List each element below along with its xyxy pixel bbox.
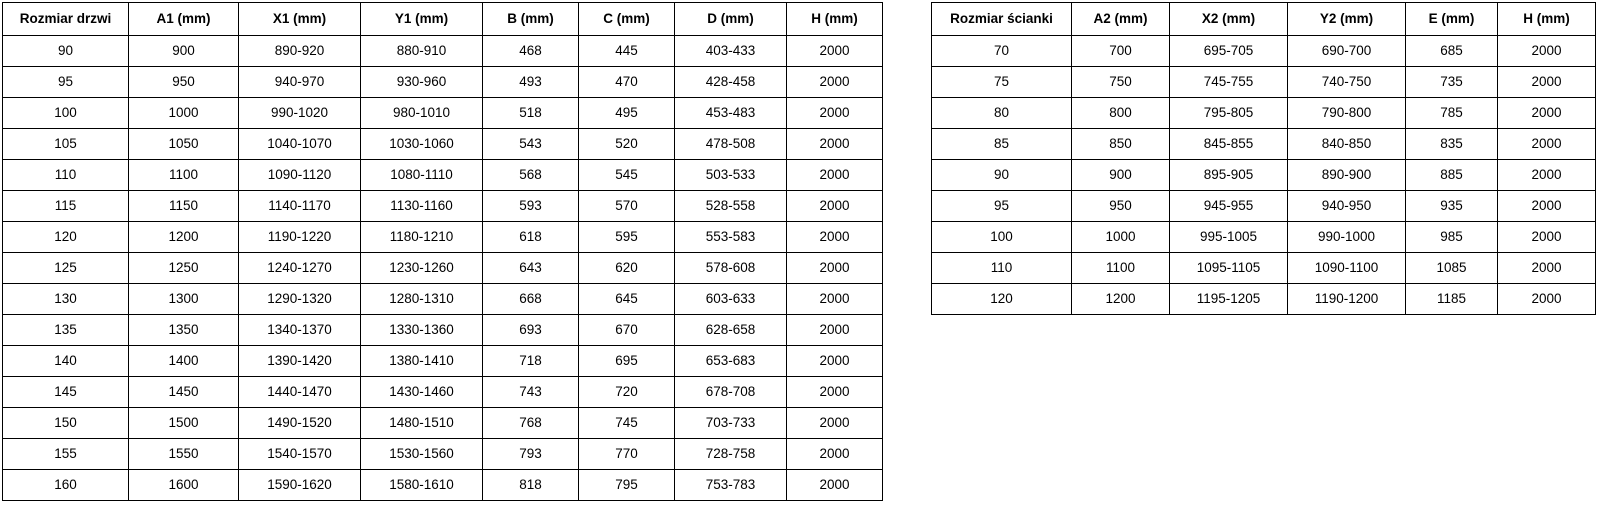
walls-dimensions-table — [931, 2, 1596, 315]
table-cell: 115 — [3, 191, 129, 222]
table-cell: 1050 — [129, 129, 239, 160]
doors-column-header: C (mm) — [579, 3, 675, 36]
table-row — [932, 191, 1596, 222]
table-cell: 2000 — [787, 408, 883, 439]
table-cell: 130 — [3, 284, 129, 315]
table-cell: 685 — [1406, 36, 1498, 67]
table-cell: 1250 — [129, 253, 239, 284]
table-cell: 95 — [3, 67, 129, 98]
table-cell: 695-705 — [1170, 36, 1288, 67]
table-cell: 753-783 — [675, 470, 787, 501]
table-cell: 1085 — [1406, 253, 1498, 284]
table-cell: 1330-1360 — [361, 315, 483, 346]
table-cell: 100 — [3, 98, 129, 129]
table-cell: 1180-1210 — [361, 222, 483, 253]
table-cell: 518 — [483, 98, 579, 129]
table-cell: 2000 — [787, 98, 883, 129]
table-cell: 890-900 — [1288, 160, 1406, 191]
walls-table-head — [932, 3, 1596, 36]
table-cell: 890-920 — [239, 36, 361, 67]
table-cell: 1090-1100 — [1288, 253, 1406, 284]
table-cell: 768 — [483, 408, 579, 439]
table-cell: 1095-1105 — [1170, 253, 1288, 284]
doors-table-body — [3, 36, 883, 501]
table-row — [3, 377, 883, 408]
table-cell: 1090-1120 — [239, 160, 361, 191]
table-cell: 690-700 — [1288, 36, 1406, 67]
table-cell: 468 — [483, 36, 579, 67]
table-cell: 985 — [1406, 222, 1498, 253]
table-cell: 1350 — [129, 315, 239, 346]
table-cell: 880-910 — [361, 36, 483, 67]
table-cell: 1540-1570 — [239, 439, 361, 470]
table-cell: 2000 — [1498, 36, 1596, 67]
table-cell: 90 — [932, 160, 1072, 191]
table-row — [932, 284, 1596, 315]
table-row — [932, 36, 1596, 67]
table-cell: 1240-1270 — [239, 253, 361, 284]
table-cell: 1185 — [1406, 284, 1498, 315]
doors-dimensions-table — [2, 2, 883, 501]
table-row — [932, 160, 1596, 191]
table-cell: 1190-1200 — [1288, 284, 1406, 315]
table-cell: 618 — [483, 222, 579, 253]
walls-column-header: H (mm) — [1498, 3, 1596, 36]
table-cell: 2000 — [787, 470, 883, 501]
table-cell: 795-805 — [1170, 98, 1288, 129]
table-cell: 570 — [579, 191, 675, 222]
table-cell: 1100 — [1072, 253, 1170, 284]
table-cell: 445 — [579, 36, 675, 67]
table-cell: 2000 — [787, 346, 883, 377]
doors-dimensions-table-container — [2, 2, 883, 501]
table-cell: 745 — [579, 408, 675, 439]
table-cell: 935 — [1406, 191, 1498, 222]
table-cell: 578-608 — [675, 253, 787, 284]
table-cell: 720 — [579, 377, 675, 408]
table-row — [3, 191, 883, 222]
table-cell: 818 — [483, 470, 579, 501]
table-cell: 2000 — [787, 129, 883, 160]
table-cell: 1590-1620 — [239, 470, 361, 501]
table-cell: 2000 — [787, 377, 883, 408]
table-cell: 470 — [579, 67, 675, 98]
table-cell: 718 — [483, 346, 579, 377]
table-cell: 850 — [1072, 129, 1170, 160]
table-cell: 1230-1260 — [361, 253, 483, 284]
table-cell: 1040-1070 — [239, 129, 361, 160]
table-cell: 1380-1410 — [361, 346, 483, 377]
table-cell: 740-750 — [1288, 67, 1406, 98]
table-cell: 793 — [483, 439, 579, 470]
table-cell: 1440-1470 — [239, 377, 361, 408]
table-cell: 895-905 — [1170, 160, 1288, 191]
table-cell: 1200 — [129, 222, 239, 253]
table-cell: 160 — [3, 470, 129, 501]
table-cell: 2000 — [787, 439, 883, 470]
table-row — [932, 253, 1596, 284]
table-cell: 110 — [3, 160, 129, 191]
table-cell: 1430-1460 — [361, 377, 483, 408]
table-cell: 995-1005 — [1170, 222, 1288, 253]
table-cell: 1200 — [1072, 284, 1170, 315]
table-cell: 120 — [3, 222, 129, 253]
table-cell: 835 — [1406, 129, 1498, 160]
table-cell: 493 — [483, 67, 579, 98]
table-cell: 678-708 — [675, 377, 787, 408]
table-cell: 110 — [932, 253, 1072, 284]
table-row — [3, 439, 883, 470]
table-cell: 1500 — [129, 408, 239, 439]
walls-dimensions-table-container — [931, 2, 1596, 315]
table-cell: 503-533 — [675, 160, 787, 191]
table-row — [3, 315, 883, 346]
table-cell: 595 — [579, 222, 675, 253]
table-cell: 745-755 — [1170, 67, 1288, 98]
table-cell: 2000 — [787, 191, 883, 222]
table-cell: 90 — [3, 36, 129, 67]
table-cell: 940-970 — [239, 67, 361, 98]
table-cell: 2000 — [787, 36, 883, 67]
table-row — [3, 67, 883, 98]
table-cell: 105 — [3, 129, 129, 160]
doors-table-head — [3, 3, 883, 36]
doors-column-header: X1 (mm) — [239, 3, 361, 36]
table-cell: 945-955 — [1170, 191, 1288, 222]
table-row — [932, 67, 1596, 98]
table-cell: 2000 — [787, 160, 883, 191]
table-row — [3, 36, 883, 67]
table-cell: 1190-1220 — [239, 222, 361, 253]
table-row — [3, 222, 883, 253]
table-cell: 1400 — [129, 346, 239, 377]
table-cell: 1550 — [129, 439, 239, 470]
table-cell: 528-558 — [675, 191, 787, 222]
table-cell: 150 — [3, 408, 129, 439]
table-cell: 545 — [579, 160, 675, 191]
table-cell: 2000 — [1498, 253, 1596, 284]
table-cell: 950 — [1072, 191, 1170, 222]
table-header-row — [932, 3, 1596, 36]
table-row — [932, 129, 1596, 160]
walls-column-header: A2 (mm) — [1072, 3, 1170, 36]
table-cell: 1490-1520 — [239, 408, 361, 439]
table-cell: 1080-1110 — [361, 160, 483, 191]
table-cell: 653-683 — [675, 346, 787, 377]
table-cell: 2000 — [787, 284, 883, 315]
table-cell: 670 — [579, 315, 675, 346]
table-cell: 990-1020 — [239, 98, 361, 129]
table-row — [3, 408, 883, 439]
table-cell: 140 — [3, 346, 129, 377]
table-cell: 1150 — [129, 191, 239, 222]
table-cell: 543 — [483, 129, 579, 160]
table-row — [3, 470, 883, 501]
doors-column-header: H (mm) — [787, 3, 883, 36]
table-row — [932, 222, 1596, 253]
table-cell: 980-1010 — [361, 98, 483, 129]
table-cell: 1130-1160 — [361, 191, 483, 222]
table-cell: 668 — [483, 284, 579, 315]
table-cell: 1100 — [129, 160, 239, 191]
table-cell: 695 — [579, 346, 675, 377]
table-cell: 120 — [932, 284, 1072, 315]
table-cell: 520 — [579, 129, 675, 160]
table-cell: 1530-1560 — [361, 439, 483, 470]
table-cell: 990-1000 — [1288, 222, 1406, 253]
doors-column-header: D (mm) — [675, 3, 787, 36]
walls-column-header: Rozmiar ścianki — [932, 3, 1072, 36]
table-cell: 885 — [1406, 160, 1498, 191]
table-cell: 2000 — [1498, 160, 1596, 191]
table-cell: 1340-1370 — [239, 315, 361, 346]
table-cell: 553-583 — [675, 222, 787, 253]
table-cell: 125 — [3, 253, 129, 284]
table-cell: 135 — [3, 315, 129, 346]
table-cell: 145 — [3, 377, 129, 408]
table-row — [3, 253, 883, 284]
table-cell: 628-658 — [675, 315, 787, 346]
walls-column-header: X2 (mm) — [1170, 3, 1288, 36]
table-row — [3, 129, 883, 160]
table-cell: 743 — [483, 377, 579, 408]
table-cell: 900 — [1072, 160, 1170, 191]
table-cell: 900 — [129, 36, 239, 67]
table-cell: 735 — [1406, 67, 1498, 98]
table-cell: 1580-1610 — [361, 470, 483, 501]
walls-column-header: E (mm) — [1406, 3, 1498, 36]
table-cell: 643 — [483, 253, 579, 284]
table-cell: 790-800 — [1288, 98, 1406, 129]
table-cell: 495 — [579, 98, 675, 129]
table-cell: 155 — [3, 439, 129, 470]
table-cell: 845-855 — [1170, 129, 1288, 160]
table-row — [3, 346, 883, 377]
table-cell: 2000 — [787, 253, 883, 284]
table-row — [932, 98, 1596, 129]
doors-column-header: B (mm) — [483, 3, 579, 36]
table-cell: 1290-1320 — [239, 284, 361, 315]
table-cell: 950 — [129, 67, 239, 98]
table-cell: 1140-1170 — [239, 191, 361, 222]
table-row — [3, 98, 883, 129]
doors-column-header: Y1 (mm) — [361, 3, 483, 36]
table-row — [3, 160, 883, 191]
table-cell: 840-850 — [1288, 129, 1406, 160]
table-cell: 693 — [483, 315, 579, 346]
table-header-row — [3, 3, 883, 36]
table-cell: 100 — [932, 222, 1072, 253]
table-cell: 703-733 — [675, 408, 787, 439]
table-cell: 1030-1060 — [361, 129, 483, 160]
table-cell: 2000 — [1498, 98, 1596, 129]
table-cell: 795 — [579, 470, 675, 501]
table-cell: 750 — [1072, 67, 1170, 98]
table-cell: 603-633 — [675, 284, 787, 315]
table-cell: 428-458 — [675, 67, 787, 98]
table-cell: 2000 — [1498, 67, 1596, 98]
walls-column-header: Y2 (mm) — [1288, 3, 1406, 36]
table-cell: 1000 — [1072, 222, 1170, 253]
table-cell: 478-508 — [675, 129, 787, 160]
table-cell: 620 — [579, 253, 675, 284]
table-cell: 593 — [483, 191, 579, 222]
table-cell: 785 — [1406, 98, 1498, 129]
doors-column-header: Rozmiar drzwi — [3, 3, 129, 36]
table-cell: 1000 — [129, 98, 239, 129]
table-cell: 728-758 — [675, 439, 787, 470]
table-cell: 2000 — [787, 222, 883, 253]
table-cell: 403-433 — [675, 36, 787, 67]
table-cell: 1280-1310 — [361, 284, 483, 315]
table-cell: 453-483 — [675, 98, 787, 129]
table-cell: 568 — [483, 160, 579, 191]
table-cell: 70 — [932, 36, 1072, 67]
table-cell: 1600 — [129, 470, 239, 501]
table-cell: 2000 — [787, 315, 883, 346]
table-row — [3, 284, 883, 315]
walls-table-body — [932, 36, 1596, 315]
table-cell: 2000 — [1498, 191, 1596, 222]
table-cell: 700 — [1072, 36, 1170, 67]
table-cell: 770 — [579, 439, 675, 470]
table-cell: 85 — [932, 129, 1072, 160]
table-cell: 75 — [932, 67, 1072, 98]
table-cell: 1390-1420 — [239, 346, 361, 377]
table-cell: 800 — [1072, 98, 1170, 129]
table-cell: 1300 — [129, 284, 239, 315]
doors-column-header: A1 (mm) — [129, 3, 239, 36]
table-cell: 2000 — [1498, 222, 1596, 253]
table-cell: 1195-1205 — [1170, 284, 1288, 315]
table-cell: 2000 — [1498, 129, 1596, 160]
table-cell: 2000 — [787, 67, 883, 98]
table-cell: 930-960 — [361, 67, 483, 98]
table-cell: 940-950 — [1288, 191, 1406, 222]
table-cell: 1480-1510 — [361, 408, 483, 439]
table-cell: 2000 — [1498, 284, 1596, 315]
table-cell: 95 — [932, 191, 1072, 222]
table-cell: 1450 — [129, 377, 239, 408]
table-cell: 645 — [579, 284, 675, 315]
table-cell: 80 — [932, 98, 1072, 129]
